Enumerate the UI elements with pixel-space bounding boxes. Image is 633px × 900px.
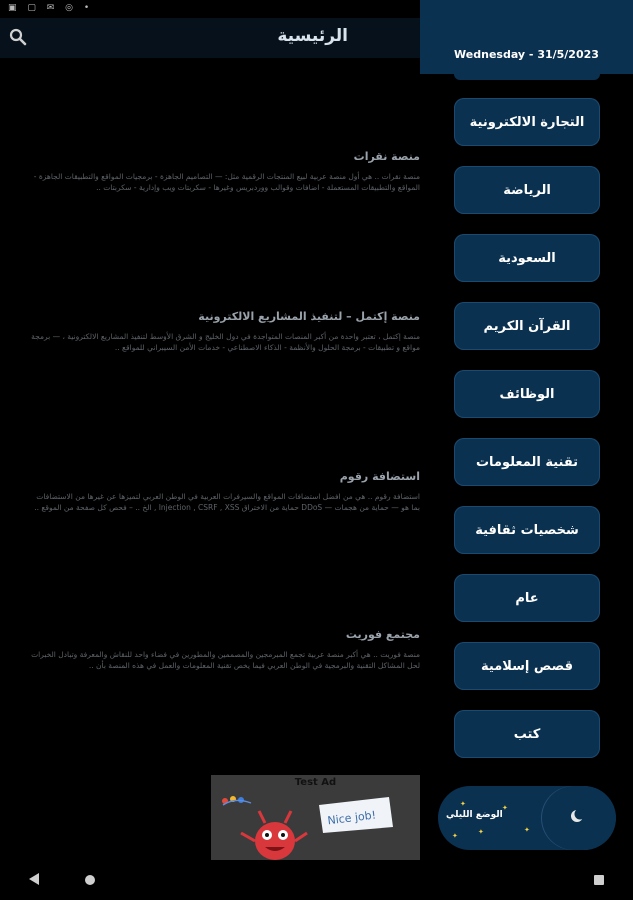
- back-icon[interactable]: [28, 872, 40, 886]
- article-excerpt: منصة نقرات .. هي أول منصة عربية لبيع المنتجات الرقمية مثل: — التصاميم الجاهزة - برمجيات المواقع والتطبيقات الجاهزة - المواقع والتطبيقات المستعملة - اضافات وقوالب ووردبريس وغيرها - سكربتات ويب وإدارية - سكربتات ..: [33, 172, 420, 192]
- article-item[interactable]: [0, 628, 420, 671]
- article-title[interactable]: منصة نقرات: [353, 150, 420, 163]
- drawer-item-jobs[interactable]: الوظائف: [454, 370, 600, 418]
- drawer-header: [420, 0, 633, 74]
- drawer-item-general[interactable]: عام: [454, 574, 600, 622]
- star-icon: ✦: [502, 804, 508, 812]
- night-mode-toggle[interactable]: [438, 786, 616, 850]
- ad-text: Nice job!: [326, 808, 377, 828]
- article-title[interactable]: استضافة رقوم: [339, 470, 420, 483]
- drawer-item-quran[interactable]: القرآن الكريم: [454, 302, 600, 350]
- toggle-knob[interactable]: [542, 786, 616, 850]
- drawer-item-partial: [454, 74, 600, 80]
- navigation-drawer: [420, 0, 633, 860]
- article-item[interactable]: [0, 310, 420, 353]
- article-item[interactable]: [0, 150, 420, 193]
- header-date: Wednesday - 31/5/2023: [454, 48, 599, 61]
- drawer-item-cultural[interactable]: شخصيات ثقافية: [454, 506, 600, 554]
- moon-icon: [569, 808, 585, 824]
- search-icon[interactable]: [8, 27, 28, 47]
- system-navigation-bar: [0, 860, 633, 900]
- status-notification-icons: ▣ ▢ ✉ ◎ •: [8, 3, 94, 13]
- night-mode-label: الوضع الليلي: [446, 810, 503, 820]
- article-item[interactable]: [0, 470, 420, 513]
- star-icon: ✦: [478, 828, 484, 836]
- star-icon: ✦: [452, 832, 458, 840]
- page-title: الرئيسية: [277, 26, 348, 46]
- drawer-item-saudi[interactable]: السعودية: [454, 234, 600, 282]
- article-list: [0, 58, 420, 860]
- article-title[interactable]: مجتمع فوريت: [345, 628, 420, 641]
- drawer-item-sports[interactable]: الرياضة: [454, 166, 600, 214]
- article-excerpt: منصة إكتمل ، تعتبر واحدة من أكبر المنصات المتواجدة في دول الخليج و الشرق الأوسط لتنفيذ المشاريع الالكترونية ، — برمجة مواقع و تطبيقات - برمجة الحلول والأنظمة - الذكاء الاصطناعي - خدمات الأمن السيبراني للمواقع ..: [31, 332, 420, 352]
- drawer-item-books[interactable]: كتب: [454, 710, 600, 758]
- article-excerpt: استضافة رقوم .. هي من افضل استضافات المواقع والسيرفرات العربية في الوطن العربي لتميزها عن غيرها من الاستضافات بما هو — حماية من هجمات — DDoS حماية من الاختراق Injection , CSRF , XSS , الخ .. – فحص كل صفحة من الموقع ..: [34, 492, 420, 512]
- article-title[interactable]: منصة إكتمل – لتنفيذ المشاريع الالكترونية: [198, 310, 420, 323]
- drawer-item-it[interactable]: تقنية المعلومات: [454, 438, 600, 486]
- drawer-item-ecommerce[interactable]: التجارة الالكترونية: [454, 98, 600, 146]
- ad-banner[interactable]: [211, 775, 420, 861]
- star-icon: ✦: [460, 800, 466, 808]
- home-icon[interactable]: [85, 875, 95, 885]
- app-bar: [0, 18, 420, 58]
- article-excerpt: منصة فوريت .. هي أكبر منصة عربية تجمع المبرمجين والمصممين والمطورين في فضاء واحد للنقاش والمعرفة وتبادل الخبرات لحل المشاكل التقنية والبرمجية في الوطن العربي فيما يخص تقنية المعلومات والعمل في هذه المنصة بأن ..: [31, 650, 420, 670]
- ad-label: Test Ad: [294, 777, 337, 788]
- recents-icon[interactable]: [594, 875, 604, 885]
- star-icon: ✦: [524, 826, 530, 834]
- drawer-item-islamic-stories[interactable]: قصص إسلامية: [454, 642, 600, 690]
